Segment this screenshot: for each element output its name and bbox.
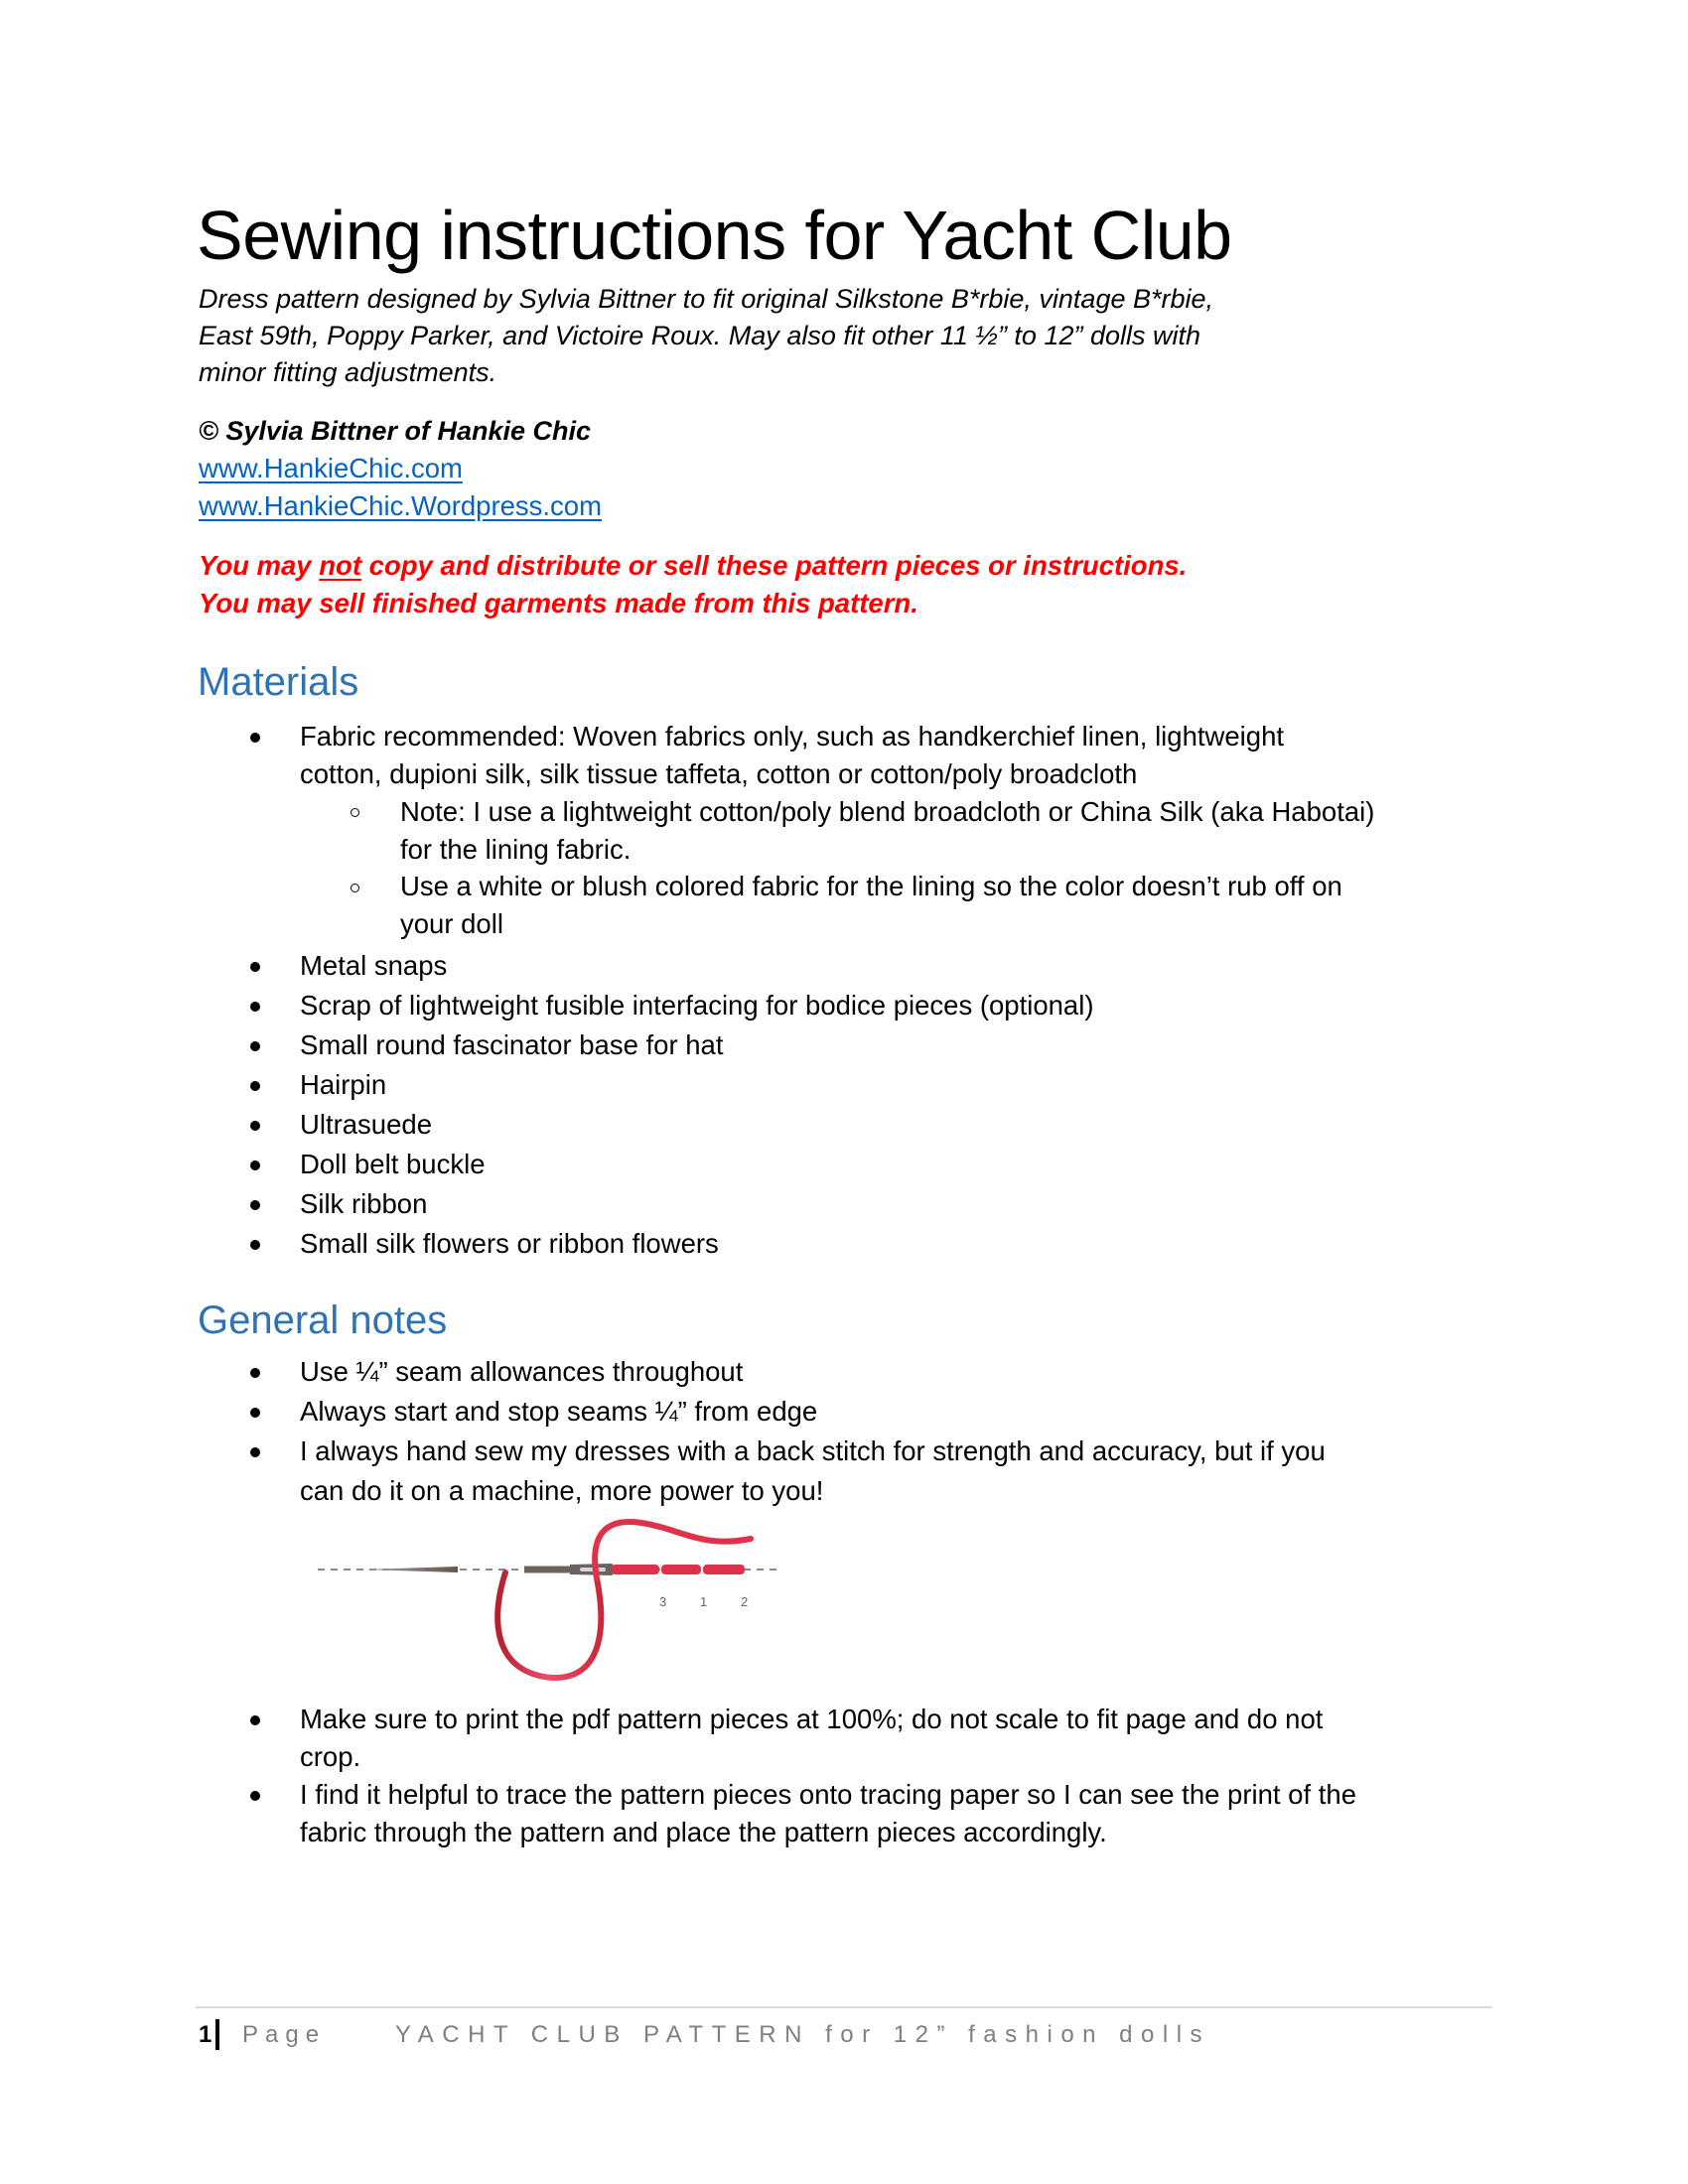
list-item-text: Small silk flowers or ribbon flowers (300, 1228, 719, 1259)
list-item-text: I find it helpful to trace the pattern pieces onto tracing paper so I can see the print of the (300, 1779, 1356, 1810)
stitch-label: 1 (700, 1594, 708, 1609)
list-item-text: Scrap of lightweight fusible interfacing for bodice pieces (optional) (300, 990, 1094, 1021)
bullet-icon (250, 1715, 260, 1725)
website-link[interactable]: www.HankieChic.com (199, 453, 463, 483)
list-item-text: can do it on a machine, more power to you! (300, 1475, 824, 1506)
sub-bullet-icon (351, 808, 359, 817)
bullet-icon (250, 1041, 260, 1051)
list-item-text: Doll belt buckle (300, 1149, 486, 1179)
sub-item-text: Use a white or blush colored fabric for the lining so the color doesn’t rub off on (400, 871, 1342, 901)
notice-text: You may (199, 550, 320, 581)
list-item-text: Hairpin (300, 1069, 387, 1100)
notice-emphasis: not (319, 550, 362, 581)
general-notes-heading: General notes (198, 1298, 448, 1342)
notice-text: copy and distribute or sell these pattern pieces or instructions. (361, 550, 1188, 581)
list-item-text: crop. (300, 1741, 361, 1772)
copy-notice-line-1 (199, 550, 1187, 582)
stitch-label: 2 (741, 1594, 749, 1609)
bullet-icon (250, 1200, 260, 1210)
bullet-icon (250, 1408, 260, 1418)
footer-divider (196, 2006, 1492, 2008)
copyright-line: © Sylvia Bittner of Hankie Chic (199, 416, 591, 446)
sub-bullet-icon (351, 884, 359, 892)
needle-tip-icon (363, 1567, 458, 1572)
copy-notice-line-2: You may sell finished garments made from this pattern. (199, 588, 918, 618)
list-item-text: Ultrasuede (300, 1109, 432, 1140)
bullet-icon (250, 1791, 260, 1801)
sub-item-text: your doll (400, 908, 503, 939)
bullet-icon (250, 1081, 260, 1091)
subtitle-line: East 59th, Poppy Parker, and Victoire Roux. May also fit other 11 ½” to 12” dolls with (199, 321, 1201, 350)
footer-separator (215, 2019, 219, 2050)
footer-page-number: 1 (199, 2021, 212, 2048)
bullet-icon (250, 1447, 260, 1457)
footer-doc-title: YACHT CLUB PATTERN for 12” fashion dolls (395, 2021, 1211, 2048)
list-item-text: cotton, dupioni silk, silk tissue taffeta, cotton or cotton/poly broadcloth (300, 758, 1138, 789)
bullet-icon (250, 1160, 260, 1170)
list-item-text: Always start and stop seams ¼” from edge (300, 1396, 818, 1427)
list-item-text: Metal snaps (300, 950, 448, 981)
thread-loop-icon (497, 1572, 601, 1678)
list-item-text: Fabric recommended: Woven fabrics only, such as handkerchief linen, lightweight (300, 721, 1285, 751)
bullet-icon (250, 1240, 260, 1250)
sub-item-text: for the lining fabric. (400, 834, 632, 865)
list-item-text: Silk ribbon (300, 1188, 428, 1219)
page-title: Sewing instructions for Yacht Club (197, 197, 1232, 274)
stitch-segment (612, 1565, 659, 1574)
needle-body-icon (524, 1567, 572, 1573)
list-item-text: Make sure to print the pdf pattern pieces at 100%; do not scale to fit page and do not (300, 1704, 1324, 1734)
stitch-segment (661, 1565, 701, 1574)
list-item-text: Use ¼” seam allowances throughout (300, 1356, 744, 1387)
stitch-label: 3 (659, 1594, 667, 1609)
stitch-segment (703, 1565, 745, 1574)
footer-page-label: Page (242, 2021, 327, 2048)
bullet-icon (250, 962, 260, 972)
sub-item-text: Note: I use a lightweight cotton/poly blend broadcloth or China Silk (aka Habotai) (400, 796, 1375, 827)
bullet-icon (250, 1368, 260, 1378)
list-item-text: fabric through the pattern and place the pattern pieces accordingly. (300, 1817, 1107, 1847)
subtitle-line: Dress pattern designed by Sylvia Bittner to fit original Silkstone B*rbie, vintage B*rbie, (199, 284, 1214, 314)
bullet-icon (250, 1121, 260, 1131)
list-item-text: Small round fascinator base for hat (300, 1029, 724, 1060)
wordpress-link[interactable]: www.HankieChic.Wordpress.com (199, 490, 603, 521)
back-stitch-illustration (314, 1509, 780, 1683)
list-item-text: I always hand sew my dresses with a back stitch for strength and accuracy, but if you (300, 1435, 1326, 1466)
materials-heading: Materials (198, 660, 359, 704)
bullet-icon (250, 733, 260, 743)
subtitle-line: minor fitting adjustments. (199, 357, 497, 387)
bullet-icon (250, 1002, 260, 1012)
